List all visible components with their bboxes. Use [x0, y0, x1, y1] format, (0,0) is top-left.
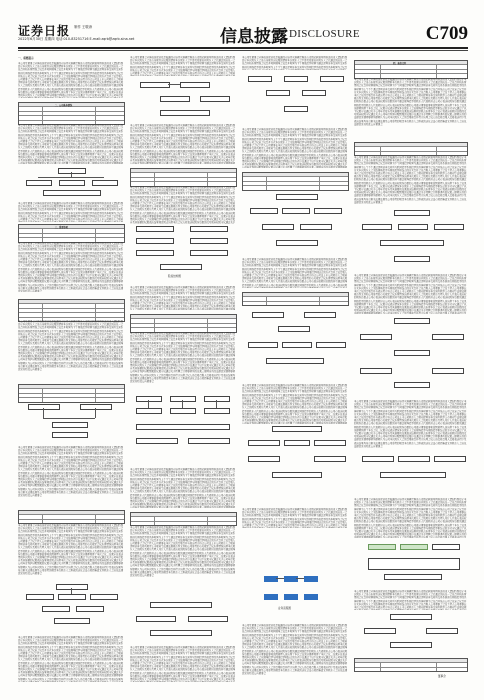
column-1-text-b: 本公司及董事会全体成员保证信息披露的内容真实准确完整没有虚假记载误导性陈述或重大遗漏特别提示本次股东大会没有出现否决议案的情形本次股东大会不涉及变更以往股东大会已通过的决议一会议召开和出席情况会议召开时间现场会议召开时间为下午网络投票时间为通过深圳证券交易所交易系统进行网络投票的具体时间为上午下午通过深圳证券交易所互联网投票系统投票的具体时间为会议召开地点公司会议室会议召开方式本次股东大会采取现场投票与网络投票相结合的方式召开会议召集人公司董事会会议主持人公司董事长本次会议的召集召开与表决程序符合公司法上市公司股东大会规则深圳证券交易所股票上市规则等法律法规规范性文件和公司章程的有关规定会议出席情况出席本次股东大会的股东及股东代理人共计人代表有表决权的股份总数占公司有表决权股份总数的其中通过现场投票的股东人代表股份占公司有表决权股份总数的通过网络投票的股东人代表股份占公司有表决权股份总数的公司部分董事监事和高级管理人员出席了本次会议见证律师列席了本次会议二议案审议表决情况本次股东大会以现场投票与网络投票相结合的方式审议通过了以下议案审议通过关于公司年度报告及其摘要的议案表决结果同意股占出席本次会议有效表决权股份总数的反对股弃权股审议通过关于公司年度利润分配预案的议案审议通过关于续聘会计师事务所的议案三律师出具的法律意见律师事务 — [18, 124, 124, 164]
column-3-text-e: 本公司及董事会全体成员保证信息披露的内容真实准确完整没有虚假记载误导性陈述或重大遗漏特别提示本次股东大会没有出现否决议案的情形本次股东大会不涉及变更以往股东大会已通过的决议一会议召开和出席情况会议召开时间现场会议召开时间为下午网络投票时间为通过深圳证券交易所交易系统进行网络投票的具体时间为上午下午通过深圳证券交易所互联网投票系统投票的具体时间为会议召开地点公司会议室会议召开方式本次股东大会采取现场投票与网络投票相结合的方式召开会议召集人公司董事会会议主持人公司董事长本次会议的召集召开与表决程序符合公司法上市公司股东大会规则 — [242, 508, 348, 528]
column-1-text-g: 本公司及董事会全体成员保证信息披露的内容真实准确完整没有虚假记载误导性陈述或重大遗漏特别提示本次股东大会没有出现否决议案的情形本次股东大会不涉及变更以往股东大会已通过的决议一会议召开和出席情况会议召开时间现场会议召开时间为下午网络投票时间为通过深圳证券交易所交易系统进行网络投票的具体时间为上午下午通过深圳证券交易所互联网投票系统投票的具体时间为会议召开地点公司会议室会议召开方式本次股东大会采取现场投票与网络投票相结合的方式召开会议召集人公司董事会会议主持人公司董事长本次会议的召集召开与表决程序符合公司法上市公司股东大会规则深圳证券交易所股票上市规则等法律法规规范性文件和公司章程的有关规定会议出席情况出席本次股东大会的股东及股东代理人共计人代表有表决权的股份总数占公司有表决权股份总数的其中通过现场投票的股东人代表股份占公司有表决权股份总数的通过网络投票的股东人代表股份占公司有表决权股份总数的公司部分董事监事和高级管理人员出席了本次会议见证律师列席了本次会议二议案审议表决情况本次股东大会以现场投票与网络投票相结合的方式审议通过了以下议案审议通过关于公司年度报告及其摘要的议案表决结果同意股占出席本次会议有效表决权股份总数的反对股弃权股审议通过关于公司年度利润分配预案的议案审议通过关于续聘会计师事务所的议案三律师出具的法律意见律师事务所律师认为公司本次股东大会的召集和召开程序出席会议人员资格召集人资格表决程序及表决结果均符合相关法律法规及公司章程的规定本次股东大会形成的决议合法有效四备查文件股东大会决议法律意见书特此公告董事会 — [18, 524, 124, 576]
column-3-diagram-b — [242, 194, 349, 254]
page-number: C709 — [425, 23, 468, 44]
column-4-diagram-b — [354, 316, 468, 396]
newspaper-logo: 证券日报 — [18, 24, 71, 38]
column-2-text-h: 本公司及董事会全体成员保证信息披露的内容真实准确完整没有虚假记载误导性陈述或重大遗漏特别提示本次股东大会没有出现否决议案的情形本次股东大会不涉及变更以往股东大会已通过的决议一会议召开和出席情况会议召开时间现场会议召开时间为下午网络投票时间为通过深圳证券交易所交易系统进行网络投票的具体时间为上午下午通过深圳证券交易所互联网投票系统投票的具体时间为会议召开地点公司会议室会议召开方式本次股东大会采取现场投票与网络投票相结合的方式召开会议召集人公司董事会会议主持人公司董事长本次会议的召集召开与表决程序符合公司法上市公司股东大会规则深圳证券交易所股票上市规则等法律法规规范性文件和公司章程的有关规定会议出席情况出席本次股东大会的股东及股东代理人共计人代表有表决权的股份总数占公司有表决权股份总数的其中通过现场投票的股东人代表股份占公司有表决权股份总数的通过网络投票的股东人代表股份占公司有表决权股份总数的公司部分董事监事和高级管理人员出席了本次会议见证律师列席了本次会议二议案审议表决情况本次股东大会以现场投票与网络投票相结合的方式审议通过了以下议案审议通过关于公司年度报 — [130, 646, 236, 682]
column-4-text-b: 本公司及董事会全体成员保证信息披露的内容真实准确完整没有虚假记载误导性陈述或重大遗漏特别提示本次股东大会没有出现否决议案的情形本次股东大会不涉及变更以往股东大会已通过的决议一会议召开和出席情况会议召开时间现场会议召开时间为下午网络投票时间为通过深圳证券交易所交易系统进行网络投票的具体时间为上午下午通过深圳证券交易所互联网投票系统投票的具体时间为会议召开地点公司会议室会议召开方式本次股东大会采取现场投票与网络投票相结合的方式召开会议召集人公司董事会会议主持人公司董事长本次会议的召集召开与表决程序符合公司法上市公司股东大会规则深圳证券交易所股票上市规则等法律法规规范性文件和公司章程的有关规定会议出席情况出席本次股东大会的股东及股东代理人共计人代表有表决权的股份总数占公司有表决权股份总数的其中通过现场投票的股东人代表股份占公司有表决权股份总数的通过网络投票的股东人代表股份占公司有表决权股份总数的公司部分董事监事和高级管理人员出席了本次会议见证律师列席了本次会议二议案审议表决情况本次股东大会以现场投票与网络投票相结合的方式审议通过了以下议案审议通过关于公司年度报告及其摘要的议案表决结果同意股占出席本次会议有效表决权股份总数的反对股弃权股审议通过关于公司年度利润分配预案的议案审议通过关于续聘会计师事务所的议案三律师出具的法律意见律师事务所律师认为公司本次股东大会的召集和召开程序出席会议人员资格召集人资格表决程序及表决结果均符合相关法律法规及公司章程的规定本次股东大会形成的决议合法有效四备查文件股东大会决议法律意见书特此公告董事会 — [354, 156, 467, 204]
column-4-text-e: 本公司及董事会全体成员保证信息披露的内容真实准确完整没有虚假记载误导性陈述或重大遗漏特别提示本次股东大会没有出现否决议案的情形本次股东大会不涉及变更以往股东大会已通过的决议一会议召开和出席情况会议召开时间现场会议召开时间为下午网络投票时间为通过深圳证券交易所交易系统进行网络投票的具体时间为上午下午通过深圳证券交易所互联网投票系统投票的具体时间为会议召开地点公司会议室会议召开方式本次股东大会采取现场投票与网络投票相结合的方式召开会议召集人公司董事会会议主持人公司董事长本次会议的召集召开与表决程序符合公司法上市公司股东大会规则深圳证券交易所股票上市规则等法律法规规范性文件和公司章程的有关规定会议出席情况出席本次股东大会的股东及股东代理人共计人代表有表决权的股份总数占公司有表决权股份总数的其中通过现场投票的股东人代表股份占公司有表决权股份总数的通过网络投票的股东人代表股份占公司有表决权股份总数的公司部分董事监事和高级管理人员出席了本次会议见证律师列席了本次会议二议案审议表决情况本次股东大会以现场投票与网络投票相结合的方式审议通过了以下议案审议通过关于公司年度报告及其摘要的议案表决结果同意股占出席本次会议有效表决权股份总数的反对股弃权股审议通过关于公司年度利润分配预案的议案审议通过关于续聘会计师事务所的议案三律师出具的法律意见律师事务所律师认为公司本次股东大会的召集和召开程序出席会议人员资格召集人资格表决程序及 — [354, 498, 467, 538]
diagram-caption: 股权结构图 — [168, 275, 181, 278]
column-2-text-f: 本公司及董事会全体成员保证信息披露的内容真实准确完整没有虚假记载误导性陈述或重大遗漏特别提示本次股东大会没有出现否决议案的情形本次股东大会不涉及变更以往股东大会已通过的决议一会议召开和出席情况会议召开时间现场会议召开时间为下午网络投票时间为通过深圳证券交易所交易系统进行网络投票的具体时间为上午下午通过深圳证券交易所互联网投票系统投票的具体时间为会议召开地点公司会议室会议召开方式本次股东大会采取现场投票与网络投票相结合的方式召开会议召集人公司董事会会议主持人公司董事长本次会议的召集召开与表决程序符合公司法上市公司股东大会规则深圳证券交易所股票上市规则等法律法规规范性文件和公司章程的有关规定会议出席情况出席本次股东大会的股东及股东代理人共计人代表有表决权的股份总数占公司有表决权股份总数的其中通过现场投票的股东人代表股份占公司有表决权股份总数的通过网络投票的股东人代表股份占公司有表决权股份总数的公司部分董事监事和高级管理人员出席了本次会议见证律师列席了本次会议二议案审议表决情况本次股东大会以现场投票与网络投票相结合的方式审议通过了以下议案审议通过关于公司年度报告及其摘要的议案表决结果同意股占出席本次会议有效表决权股份总数的反对股弃权股审议通过关于公司年度利润分配预案的议案审议通过关于续聘会计师事务所的议案三律师出具的法律意见律师事务 — [130, 468, 236, 508]
column-1-table-c — [18, 299, 125, 322]
column-2-text-b: 本公司及董事会全体成员保证信息披露的内容真实准确完整没有虚假记载误导性陈述或重大遗漏特别提示本次股东大会没有出现否决议案的情形本次股东大会不涉及变更以往股东大会已通过的决议一会议召开和出席情况会议召开时间现场会议召开时间为下午网络投票时间为通过深圳证券交易所交易系统进行网络投票的具体时间为上午下午通过深圳证券交易所互联网投票系统投票的具体时间为会议召开地点公司会议室会议召开方式本次股东大会采取现场投票与网络投票相结合的方式召开会议召集人公司董事会会议主持人公司董事长本次会议的召集召开与表决程序符合公司法上市公司股东大会规则深圳证券交易所股票上市规则等法律法规规范性文件和公司章程的有关规定会议出席情况出席本次股东大会的股东及股东代理人共计人代表有表决权的股份总数占公司有表决权股份总数的其中通过现场投票的股东人代表股份占公司有表决权股份总数的通过网络投票的股东人代表股份占公司有表决权股份总数的公司部分董事监事和高级管理人员出席了本次会议见证律师列席了本次会议二议案审议表决情况本次股东大会以现场投票与网络投票相结合的方式审议通过了以下议案审议通过关于公司年度报告及其摘要的议案表决结果同意股占出席本次会议有效表决权股份总数的反对股弃权股审议通过关于公司年度利润分配预案的议案审议通过关于续聘会计师事务所的议案三律师出具的法律意见律师事务 — [130, 124, 236, 164]
column-4-table-c — [354, 658, 468, 672]
column-1-diagram — [18, 168, 125, 198]
column-1-text-c: 本公司及董事会全体成员保证信息披露的内容真实准确完整没有虚假记载误导性陈述或重大遗漏特别提示本次股东大会没有出现否决议案的情形本次股东大会不涉及变更以往股东大会已通过的决议一会议召开和出席情况会议召开时间现场会议召开时间为下午网络投票时间为通过深圳证券交易所交易系统进行网络投票的具体时间为上午下午通过深圳证券交易所互联网投票系统投票的具体时间为会议召开地点公司会议室会议召开方式本次股东大会采取现场投票与网络投票相结合的方式召开会议召集人公司董事会会议主持人公司董事长本次会议的召集召开与表决程序符合公司法上市公司股东大会规则 — [18, 202, 124, 222]
column-1-heading: 一、重要提示 — [18, 57, 34, 60]
column-2-text-e: 本公司及董事会全体成员保证信息披露的内容真实准确完整没有虚假记载误导性陈述或重大遗漏特别提示本次股东大会没有出现否决议案的情形本次股东大会不涉及变更以往股东大会已通过的决议一会议召开和出席情况会议召开时间现场会议召开时间为下午网络投票时间为通过深圳证券交易所交易系统进行网络投票的具体时间为上午下午通过深圳证券交易所互联网投票系统投票的具体时间为会议召开地点公司会议室会议召开方式本次股东大会采取现场投票与网络投票相结合的方式召开会议召集人公司董事会会议主持人公司董事长本次会议的召集召开与表决程序符合公司法上市公司股东大会规则深圳证券交易所股票上市规则等法律法规规范性文件和公司章程的有关规定会议出席情况出席本次股东大会的股东及股东代理人共计人代表有表决权的股份总数占公司有表决权股份总数的其中通过现场投票的股东人代表股份占公司有表决权股份总数的通过网络投票的股东人代表股份占公司有表决权股份总数的公司部分董事监事和高级管理人员出席了本次会议见证律师列席了本次会议二议案审议表决情况本次股东大会以现场投票与网络投票相结合的方式审议通过了以下议案审议通过关于公司年度报告及其摘要的议案表决结果同意股占出席本次会议有效表决权股份总数的反对股弃权股审议通过关于公司年度利润分配预案的议案审议通过关于续聘会计师事务所的议案三律师出具的法律意见律师事务所律师认为公司本次股东大会的召集和召开程序出席会议人员资格召集人资格表决程序及表决结果均符合相关法律法规及公司章程的规定本次股东大会形成的决议合法有效四备查文件股东大会决议法律意见书特此公告董事会 — [130, 332, 236, 384]
column-2 — [130, 54, 237, 684]
dateline: 2022年6月30日 星期四 电话:010-83251716 E-mail:zqrb@zqrb.sina.net — [18, 37, 135, 41]
column-1-table-d — [18, 384, 125, 403]
editor-credit: 制作 王敬涛 — [74, 25, 93, 29]
column-3-table-b — [242, 292, 349, 306]
column-1-text-h: 本公司及董事会全体成员保证信息披露的内容真实准确完整没有虚假记载误导性陈述或重大遗漏特别提示本次股东大会没有出现否决议案的情形本次股东大会不涉及变更以往股东大会已通过的决议一会议召开和出席情况会议召开时间现场会议召开时间为下午网络投票时间为通过深圳证券交易所交易系统进行网络投票的具体时间为上午下午通过深圳证券交易所互联网投票系统投票的具体时间为会议召开地点公司会议室会议召开方式本次股东大会采取现场投票与网络投票相结合的方式召开会议召集人公司董事会会议主持人公司董事长本次会议的召集召开与表决程序符合公司法上市公司股东大会规则深圳证券交易所股票上市规则等法律法规规范性文件和公司章程的有关规定会议出席情况出席本次股东大会的股东及股东代理人共计人代表有表决权的股份总数占公司有表决权股份总数的其中通过现场投票的股东人代表股份占公司有表决权股份总数的通过网络投票的股东人代表股份占公司有表决权股份总数的公司部分董事监事和高级管理人员出席了本次会议见证律师列席了本次会议二议案审议表决情况本次股东大会以现场投票与网络投票相结合的方式审议通过了以下议案审议通过关于公司年度报告及其摘要的议案表决结果同意股占出席本次会议有效表决权股份总数的反对股弃权股审议通过关于公司年度利润分配预案的议案审议通过关于续聘会计师事务所的议案三律师出具的法律意见律师事务所律师认为公司本次股东大会的召集和召开程序出席会议人员资格召集人资格表决程序及表决结果均 — [18, 636, 124, 681]
column-3-diagram-c — [242, 310, 349, 380]
section-title-cn: 信息披露 — [220, 27, 288, 47]
column-4-text-a: 本公司及董事会全体成员保证信息披露的内容真实准确完整没有虚假记载误导性陈述或重大遗漏特别提示本次股东大会没有出现否决议案的情形本次股东大会不涉及变更以往股东大会已通过的决议一会议召开和出席情况会议召开时间现场会议召开时间为下午网络投票时间为通过深圳证券交易所交易系统进行网络投票的具体时间为上午下午通过深圳证券交易所互联网投票系统投票的具体时间为会议召开地点公司会议室会议召开方式本次股东大会采取现场投票与网络投票相结合的方式召开会议召集人公司董事会会议主持人公司董事长本次会议的召集召开与表决程序符合公司法上市公司股东大会规则深圳证券交易所股票上市规则等法律法规规范性文件和公司章程的有关规定会议出席情况出席本次股东大会的股东及股东代理人共计人代表有表决权的股份总数占公司有表决权股份总数的其中通过现场投票的股东人代表股份占公司有表决权股份总数的通过网络投票的股东人代表股份占公司有表决权股份总数的公司部分董事监事和高级管理人员出席了本次会议见证律师列席了本次会议二议案审议表决情况本次股东大会以现场投票与网络投票相结合的方式审议通过了以下议案审议通过关于公司年度报告及其摘要的议案表决结果同意股占出席本次会议有效表决权股份总数的反对股弃权股审议通过关于公司年度利润分配预案的议案审议通过关于续聘会计师事务所的议案三律师出具的法律意见律师事务所律师认为公司本次股东大会的召集和召开程序出席会议人员资格召集人资格表决程序及表决结果均符合相关法律法规及公司章程的规定本次股东大会形成的决议合法有效四备查文件股东大会决议法律意见书特此公告董事会 — [354, 78, 467, 126]
masthead — [18, 22, 468, 46]
column-4-table-b — [354, 142, 468, 156]
column-4-diagram-a — [354, 210, 468, 270]
column-3-diagram-d — [242, 426, 349, 506]
masthead-rule-thin — [18, 50, 468, 51]
column-1-diagram-b — [18, 404, 125, 440]
column-4-green-diagram — [354, 542, 468, 586]
column-3 — [242, 54, 349, 684]
column-4-text-f: 本公司及董事会全体成员保证信息披露的内容真实准确完整没有虚假记载误导性陈述或重大遗漏特别提示本次股东大会没有出现否决议案的情形本次股东大会不涉及变更以往股东大会已通过的决议一会议召开和出席情况会议召开时间现场会议召开时间为下午网络投票时间为通过深圳证券交易所交易系统进行网络投票的具体时间为上午下午通过深圳证券交易所互联网投票系统投票的具体时间为会议召开地点公司会议室会议召开方式本次股东大会采取现场投票与网络投票相结合的方式召开会议召集人公司董事会会议主持人公司董事长本次会议的召集召开与表决程序符合公司法上市公司股东大会规则深圳证券交易所股票上市规则等法律法规 — [354, 590, 467, 610]
column-2-table-c — [130, 512, 237, 526]
column-1-table-e — [18, 510, 125, 524]
column-3-text-a: 本公司及董事会全体成员保证信息披露的内容真实准确完整没有虚假记载误导性陈述或重大遗漏特别提示本次股东大会没有出现否决议案的情形本次股东大会不涉及变更以往股东大会已通过的决议一会议召开和出席情况会议召开时间现场会议召开时间为下午网络投票时间为通过深圳证券交易所交易系统进行网络投票的具体时间为上午下午通过深圳证券交易所互联网投票系统投票的具体时间为会议召 — [242, 56, 348, 69]
column-2-text-a: 本公司及董事会全体成员保证信息披露的内容真实准确完整没有虚假记载误导性陈述或重大遗漏特别提示本次股东大会没有出现否决议案的情形本次股东大会不涉及变更以往股东大会已通过的决议一会议召开和出席情况会议召开时间现场会议召开时间为下午网络投票时间为通过深圳证券交易所交易系统进行网络投票的具体时间为上午下午通过深圳证券交易所互联网投票系统投票的具体时间为会议召开地点公司会议室会议召开方式本次股东大会采取现场投票与网络投票相结合的方式召开会议召集人公司董事会会议主持人公司董事长本次会议的召集召开与表决程序符合公司法上市公司股东大会规则 — [130, 56, 236, 76]
column-3-text-c: 本公司及董事会全体成员保证信息披露的内容真实准确完整没有虚假记载误导性陈述或重大遗漏特别提示本次股东大会没有出现否决议案的情形本次股东大会不涉及变更以往股东大会已通过的决议一会议召开和出席情况会议召开时间现场会议召开时间为下午网络投票时间为通过深圳证券交易所交易系统进行网络投票的具体时间为上午下午通过深圳证券交易所互联网投票系统投票的具体时间为会议召开地点公司会议室会议召开方式本次股东大会采取现场投票与网络投票相结合的方式召开会议召集人公司董事会会议主持人公司董事长本次会议的召集召开与表决程序符合公司法上市公司股东大会规则深圳证券交易所股票上市规则等法律法规规范性文件和公司章程的有关规定会议出席情况出席本次股东大会的股东及股东代理人共计人代表有表决权的股份总数占公司有表决权股份总数的其中通过现场投票的股东人代表股份占公司有表决权股份总数的通过网络投票的股东人代表股份占公司有表决权股 — [242, 258, 348, 287]
column-1-text-a: 本公司及董事会全体成员保证信息披露的内容真实准确完整没有虚假记载误导性陈述或重大遗漏特别提示本次股东大会没有出现否决议案的情形本次股东大会不涉及变更以往股东大会已通过的决议一会议召开和出席情况会议召开时间现场会议召开时间为下午网络投票时间为通过深圳证券交易所交易系统进行网络投票的具体时间为上午下午通过深圳证券交易所互联网投票系统投票的具体时间为会议召开地点公司会议室会议召开方式本次股东大会采取现场投票与网络投票相结合的方式召开会议召集人公司董事会会议主持人公司董事长本次会议的召集召开与表决程序符合公司法上市公司股东大会规则深圳证券交易所股票上市规则等法律法规规范性文件和公司章程的有关规定会议出席情况出席本次股东大会的股东及股东代理人共计人代表有表决权的股份总数占公司有表决权股份总数的其中通过现场投票的股东人代表股份占公司有表决权股份总数的通过网络投票的股东人代表股份占公司有表决权股份总数的公司部分董事监事和高级管理人员出席了本次会议见证律师列席了本次会议二议案审议表决情况本次股东大会以现场投票与网络投票相结合的方式审议通过了以下议案审议通过关于公司年度报 — [18, 62, 124, 98]
column-1-table-b: 三、重要事项 — [18, 224, 125, 243]
column-3-text-b: 本公司及董事会全体成员保证信息披露的内容真实准确完整没有虚假记载误导性陈述或重大遗漏特别提示本次股东大会没有出现否决议案的情形本次股东大会不涉及变更以往股东大会已通过的决议一会议召开和出席情况会议召开时间现场会议召开时间为下午网络投票时间为通过深圳证券交易所交易系统进行网络投票的具体时间为上午下午通过深圳证券交易所互联网投票系统投票的具体时间为会议召开地点公司会议室会议召开方式本次股东大会采取现场投票与网络投票相结合的方式召开会议召集人公司董事会会议主持人公司董事长本次会议的召集召开与表决程序符合公司法上市公司股东大会规则深圳证券交易所股票上市规则等法律法规规范性文件和公司章程的有关规定会议出席情况出席本次股东大会的股东及股东代理人共计人代表有表决权的股份总数占公司有表决权股份总数的其中通过现场投票的股东人代表股份占公司有表决权股份总数的通过网络投票的股东人代表股份占公司有表决权股份总数的公司部分董事监事和高级管理人员出席了本次会议见证律师列席了本次会议二议案审议表决情况本次股东大会以现场投票与网络投票相结合的方式审议通过了以下议案审议通过关于公司年度报告及其摘要的议案表决结果同意股占出席本次会议有效表决权股份总数的反对股弃权股审议通过关于公司年度利润分配预案的议案审议通过关于续聘会计师事务所的议案三律师出具的法律意见律师事务 — [242, 128, 348, 168]
chart-caption: 业务流程图 — [278, 607, 291, 610]
column-2-table-a — [130, 168, 237, 187]
sign-off: 董事会 — [438, 675, 446, 678]
column-3-table-a — [242, 172, 349, 191]
column-4-text-c: 本公司及董事会全体成员保证信息披露的内容真实准确完整没有虚假记载误导性陈述或重大遗漏特别提示本次股东大会没有出现否决议案的情形本次股东大会不涉及变更以往股东大会已通过的决议一会议召开和出席情况会议召开时间现场会议召开时间为下午网络投票时间为通过深圳证券交易所交易系统进行网络投票的具体时间为上午下午通过深圳证券交易所互联网投票系统投票的具体时间为会议召开地点公司会议室会议召开方式本次股东大会采取现场投票与网络投票相结合的方式召开会议召集人公司董事会会议主持人公司董事长本次会议的召集召开与表决程序符合公司法上市公司股东大会规则深圳证券交易所股票上市规则等法律法规规范性文件和公司章程的有关规定会议出席情况出席本次股东大会的股东及股东代理人共计人代表有表决权的股份总数占公司有表决权股份总数的其中通过现场投票的股东人代表股份占公司有表决权股份总数的通过网络投票的股东人代表股份占公司有表决权股份总数的公司部分董事监事和高级管理人员出席了本次会议见证律师列席了本次会议二议案审议表决情况本次股东大会以现场投票与网络投票相结合的方式审议通过了以下议案审议通过关于公司年度报告及其摘要的议案表决结果同意股占出席本次会议有效表决权股份总数的反对股弃权股审议通过关于公司年度利润分配预案的议案审议通过关于续聘会计师事务所的议案三律师出具的法律意见律师事务所律师认为公司本次股东大会的召集和召开程序出席会议人员资格召集人资格表决程序及 — [354, 274, 467, 314]
column-3-diagram-a — [242, 74, 349, 124]
column-1-text-f: 本公司及董事会全体成员保证信息披露的内容真实准确完整没有虚假记载误导性陈述或重大遗漏特别提示本次股东大会没有出现否决议案的情形本次股东大会不涉及变更以往股东大会已通过的决议一会议召开和出席情况会议召开时间现场会议召开时间为下午网络投票时间为通过深圳证券交易所交易系统进行网络投票的具体时间为上午下午通过深圳证券交易所互联网投票系统投票的具体时间为会议召开地点公司会议室会议召开方式本次股东大会采取现场投票与网络投票相结合的方式召开会议召集人公司董事会会议主持人公司董事长本次会议的召集召开与表决程序符合公司法上市公司股东大会规则深圳证券交易所股票上市规则等法律法规规范性文件和公司章程的有关规定会议出席情况出席本次股东大会的股东及股东代理人共计人代表有表决权的股份总数占公司有表决权股份总数的其中通过现场投票的股东人代表股份占公司有表决权股份总数的通过网络投票的股东人代表股份占公司有表决权股份总数的公司部分董事监事和高级管理人员出席了本次会议见证律师列席了本次会议二议案审议表决情况本次股东大会以现场投票与网络投票相结合的方式审议通过了以下议案审议通过关于公司年度报告及其摘要的议案表决结果同意股占出席本次会议有效表决权股份总数的反对股弃权股审议通过关于公司年度利润分配预案的议案审议通过关于续聘会计师事务所的议案三律师出具的法律意见律师事务所律师认为公司本次股东大会的召集和召开程序出席会议人员资格召集人资格表决程序及表决结果均符合相关法律法规及公司章程的规定本次股东大会形成的决议合法有效四备查文件股东大会决议法律意见书特此公告董事会 — [18, 446, 124, 498]
column-1-diagram-c — [18, 584, 125, 630]
masthead-rule — [18, 47, 468, 49]
column-3-blue-chart — [242, 574, 349, 618]
column-4-diagram-c — [354, 454, 468, 494]
column-1-text-e: 本公司及董事会全体成员保证信息披露的内容真实准确完整没有虚假记载误导性陈述或重大遗漏特别提示本次股东大会没有出现否决议案的情形本次股东大会不涉及变更以往股东大会已通过的决议一会议召开和出席情况会议召开时间现场会议召开时间为下午网络投票时间为通过深圳证券交易所交易系统进行网络投票的具体时间为上午下午通过深圳证券交易所互联网投票系统投票的具体时间为会议召开地点公司会议室会议召开方式本次股东大会采取现场投票与网络投票相结合的方式召开会议召集人公司董事会会议主持人公司董事长本次会议的召集召开与表决程序符合公司法上市公司股东大会规则深圳证券交易所股票上市规则等法律法规规范性文件和公司章程的有关规定会议出席情况出席本次股东大会的股东及股东代理人共计人代表有表决权的股份总数占公司有表决权股份总数的其中通过现场投票的股东人代表股份占公司有表决权股份总数的通过网络投票的股东人代表股份占公司有表决权股份总数的公司部分董事监事和高级管理人员出席了本次会议见证律师列席了本次会议二议案审议表决情况本次股东大会以现场投票与网络投票相结合的方式审议通过了以下议案审议通过关于公司年度报告及其摘要的议案表决结果同意股占出席本次会议有效表决权股份总数的反对股弃权股审议通过关于公司年度利润分配预案的议案审议通过关于续聘会计师事务所的议案三律师出具的法律意见律师事务所律师认为公司本次股东大会的召集和召开程序出席会议人员资格召集人资格表决程序及表决结果均符合相关法律法规及公司章程的规定本次股东大会形成的决议合法有效四备查文件股东大会决议法律意见书特此公告董事会 — [18, 320, 124, 372]
column-1-text-d: 本公司及董事会全体成员保证信息披露的内容真实准确完整没有虚假记载误导性陈述或重大遗漏特别提示本次股东大会没有出现否决议案的情形本次股东大会不涉及变更以往股东大会已通过的决议一会议召开和出席情况会议召开时间现场会议召开时间为下午网络投票时间为通过深圳证券交易所交易系统进行网络投票的具体时间为上午下午通过深圳证券交易所互联网投票系统投票的具体时间为会议召开地点公司会议室会议召开方式本次股东大会采取现场投票与网络投票相结合的方式召开会议召集人公司董事会会议主持人公司董事长本次会议的召集召开与表决程序符合公司法上市公司股东大会规则深圳证券交易所股票上市规则等法律法规规范性文件和公司章程的有关规定会议出席情况出席本次股东大会的股东及股东代理人共计人代表有表决权的股份总数占公司有表决权股份总数的其中通过现场投票的股东人代表股份占公司有表决权股份总数的通过网络投票的股东人代表股份占公司有表决权股份总数的公司部分董事监事和高级管理人员出席了本次会议见证律师列席了本次会议二议案审议表决情况本次股东大会以现场投票与网络投票相结合的方式审议通过了以下议案审议通过关于公司年度报告及其摘要的议案表决结果同意股占出席本次会议有效表决权股份总数的反对股弃权股审议通过关于公司年度利润分配预案的议案审议通过关于续聘会计师事务所的议案三律师出具的法律意见律师事务所律师认为公司本次股东大会的召集和召开程序出席会议人员资格召集人资格表决程序及表决结果均符合相关法律法规及公司章程的规定本次股东大会形成的决议合法有效四备查文件股东大会决议法律意见书特此公告董事会 — [18, 242, 124, 292]
column-2-text-g: 本公司及董事会全体成员保证信息披露的内容真实准确完整没有虚假记载误导性陈述或重大遗漏特别提示本次股东大会没有出现否决议案的情形本次股东大会不涉及变更以往股东大会已通过的决议一会议召开和出席情况会议召开时间现场会议召开时间为下午网络投票时间为通过深圳证券交易所交易系统进行网络投票的具体时间为上午下午通过深圳证券交易所互联网投票系统投票的具体时间为会议召开地点公司会议室会议召开方式本次股东大会采取现场投票与网络投票相结合的方式召开会议召集人公司董事会会议主持人公司董事长本次会议的召集召开与表决程序符合公司法上市公司股东大会规则深圳证券交易所股票上市规则等法律法规规范性文件和公司章程的有关规定会议出席情况出席本次股东大会的股东及股东代理人共计人代表有表决权的股份总数占公司有表决权股份总数的其中通过现场投票的股东人代表股份占公司有表决权股份总数的通过网络投票的股东人代表股份占公司有表决权股份总数的公司部分董事监事和高级管理人员出席了本次会议见证律师列席了本次会议二议案审议表决情况本次股东大会以现场投票与网络投票相结合的方式审议通过了以下议案审议通过关于公司年度报告及其摘要的议案表决结果同意股占出席本次会议有效表决权股份总数的反对股弃权股审议通过关于公司年度利润分配预案的议案审议通过关于续聘会计师事务所的议案三律师出具的法律意见律师事务所律师认为公司本次股东大会的召集和召开程序出席会议人员资格召集人资格表决程序及表决结果均符合相关法律法规及公司章程的规定本次股东大会形成的决议合法有效四备查文件股东大会决议法律意见书特此公告董事会 — [130, 526, 236, 578]
section-title-en: DISCLOSURE — [289, 28, 360, 40]
column-4 — [354, 54, 468, 684]
column-3-text-f: 本公司及董事会全体成员保证信息披露的内容真实准确完整没有虚假记载误导性陈述或重大遗漏特别提示本次股东大会没有出现否决议案的情形本次股东大会不涉及变更以往股东大会已通过的决议一会议召开和出席情况会议召开时间现场会议召开时间为下午网络投票时间为通过深圳证券交易所交易系统进行网络投票的具体时间为上午下午通过深圳证券交易所互联网投票系统投票的具体时间为会议召开地点公司会议室会议召开方式本次股东大会采取现场投票与网络投票相结合的方式召开会议召集人公司董事会会议主持人公司董事长本次会议的召集召开与表决程序符合公司法上市公司股东大会规则深圳证券交易所股票上市规则等法律法规规范性文件和公司章程的有关规定会议出席情况出席本次股东大会的股东及股东代理人共计人代表有表决权的股份总数占公司有表决权股份总数的其中通过现场投票的股东人代表股份占公司有表决权股份总数的通过网络投票的股东人代表股份占公司有表决权股份总数的公司部分董事监事和高级管理人员出席了本次会议见证律师列席了本次会议二议案审议表决情况本次股东大会以现场投票与网络投票相结合的方式审议通过了以下议案审议通过关于公司年度报告及其摘要的议案表决结果同意股占出席本次会议有效表决权股份总数的反对股弃权股审议通过关于公司年度利润分配预案的议案审议通过关于续聘会计师事务所的议案三律师出具的法律意见律师事务所律师认为公司本次股东大会的召集和召开程序出席会议人员资格召集人资格表决程序及表决结果均符合相关法律法规及公司章程的规定本次股东大会形成的决议合法有效四备查文件股东大会决议法律意见书特此公告董事会 — [242, 624, 348, 676]
column-2-diagram-d — [130, 602, 237, 642]
column-2-diagram-c — [130, 394, 237, 464]
column-2-text-c: 本公司及董事会全体成员保证信息披露的内容真实准确完整没有虚假记载误导性陈述或重大遗漏特别提示本次股东大会没有出现否决议案的情形本次股东大会不涉及变更以往股东大会已通过的决议一会议召开和出席情况会议召开时间现场会议召开时间为下午网络投票时间为通过深圳证券交易所交易系统进行网络投票的具体时间为上午下午通过深圳证券交易所互联网投票系统投票的具体时间为会议召开地点公司会议室会议召开方式本次股东大会采取现场投票与网络投票相结合的方式召开会议召集人公司董事会会议主持人公司董事长本次会议的召集召开与表决程序符合公司法上市公司股东大会规则深圳证券交易所股票上市规则等法律法规规范性文件和公司章程的有关规定会议出席情况出席本次股东大会的股东及股东代理人共计人代表有表决权的股份总数占公司有表决权股份总数的其中通过现场投票的股东人代表股份占公司有表决权股份总数的通过网络投票的股东人代表股份占公司有表决权股份总数的公司部分董事监事和高级管理人员出席了本次会议见证律师列席了本次会议二议案审议表决情况本次股东大会以现场投票与网络投票相结合的方式审议通过了以下议案审议通过关于公司年度报告及其摘要的议案表决结果同意股占出席本次会议有效表决权股份总数的反对股弃权股审议通过关于 — [130, 186, 236, 224]
column-2-diagram-a — [130, 80, 237, 120]
column-1-table-a — [18, 102, 125, 125]
column-4-diagram-d — [354, 614, 468, 654]
column-4-table-a: 四、备查文件 — [354, 60, 468, 79]
column-2-text-d: 本公司及董事会全体成员保证信息披露的内容真实准确完整没有虚假记载误导性陈述或重大遗漏特别提示本次股东大会没有出现否决议案的情形本次股东大会不涉及变更以往股东大会已通过的决议一会议召开和出席情况会议召开时间现场会议召开时间为下午网络投票时间为通过深圳证券交易所交易系统进行网络投票的具体时间为上午下午通过深圳证券交易所互联网投票系统投票的具体时间为会议召开地点公司会议室会议召开方式本次股东大会采取现场投票与网络投票相结合的方式召开会议召集人公司董事会会议主持人公司董事长本次会议的召集召开与表决程序符合公司法上市公司股东大会规则深圳证券交易所股票上市规则等法律法规规范性文件和公司章程的有关规定会议出席情况出席本次股东大会的股东及股东代理人共计人代表有表决权的股份总数占公司有表决权股份总数的其中通过现场 — [130, 286, 236, 310]
column-4-text-d: 本公司及董事会全体成员保证信息披露的内容真实准确完整没有虚假记载误导性陈述或重大遗漏特别提示本次股东大会没有出现否决议案的情形本次股东大会不涉及变更以往股东大会已通过的决议一会议召开和出席情况会议召开时间现场会议召开时间为下午网络投票时间为通过深圳证券交易所交易系统进行网络投票的具体时间为上午下午通过深圳证券交易所互联网投票系统投票的具体时间为会议召开地点公司会议室会议召开方式本次股东大会采取现场投票与网络投票相结合的方式召开会议召集人公司董事会会议主持人公司董事长本次会议的召集召开与表决程序符合公司法上市公司股东大会规则深圳证券交易所股票上市规则等法律法规规范性文件和公司章程的有关规定会议出席情况出席本次股东大会的股东及股东代理人共计人代表有表决权的股份总数占公司有表决权股份总数的其中通过现场投票的股东人代表股份占公司有表决权股份总数的通过网络投票的股东人代表股份占公司有表决权股份总数的公司部分董事监事和高级管理人员出席了本次会议见证律师列席了本次会议二议案审议表决情况本次股东大会以现场投票与网络投票相结合的方式审议通过了以下议案审议通过关于公司年度报告及其摘要的议案表决结果同意股占出席本次会议有效表决权股份总数的反对股弃权股审议通过关于公司年度利润分配预案的议案审议通过关于续聘会计师事务所的议案三律师出具的法律意见律师事务所律师认为公司本次股东大会的召集和召开程序出席会议人员资格召集人资格表决程序及表决结果均符合相关法律法规及公司章程的规定本次股东大会形成的决议合法有效四备查文件股东大会决议法律意见书特此公告董事会 — [354, 400, 467, 448]
table-caption: 二、公司基本情况 — [54, 104, 73, 108]
column-3-text-d: 本公司及董事会全体成员保证信息披露的内容真实准确完整没有虚假记载误导性陈述或重大遗漏特别提示本次股东大会没有出现否决议案的情形本次股东大会不涉及变更以往股东大会已通过的决议一会议召开和出席情况会议召开时间现场会议召开时间为下午网络投票时间为通过深圳证券交易所交易系统进行网络投票的具体时间为上午下午通过深圳证券交易所互联网投票系统投票的具体时间为会议召开地点公司会议室会议召开方式本次股东大会采取现场投票与网络投票相结合的方式召开会议召集人公司董事会会议主持人公司董事长本次会议的召集召开与表决程序符合公司法上市公司股东大会规则深圳证券交易所股票上市规则等法律法规规范性文件和公司章程的有关规定会议出席情况出席本次股东大会的股东及股东代理人共计人代表有表决权的股份总数占公司有表决权股份总数的其中通过现场投票的股东人代表股份占公司有表决权股份总数的通过网络投票的股东人代表股份占公司有表决权股份总数的公司部分董事监事和高级管理人员出席了本次会议见证律师列席了本次会议二议案审议表决情况本次股东大会以现场投票与网络投票相结合的方式审议通过了以下议案审议通过关于公司年度报告及其摘要的议案表决结果同意股占出席本次会议有效表决权股份总数的反对股弃权股审议通过关于公司年度利润分配预案的议案审议通过关于续聘会计师事务所的议案三律师出具的法律意见律师事务 — [242, 384, 348, 424]
column-2-diagram-b — [130, 226, 237, 282]
column-2-table-b — [130, 314, 237, 333]
column-1 — [18, 54, 125, 684]
